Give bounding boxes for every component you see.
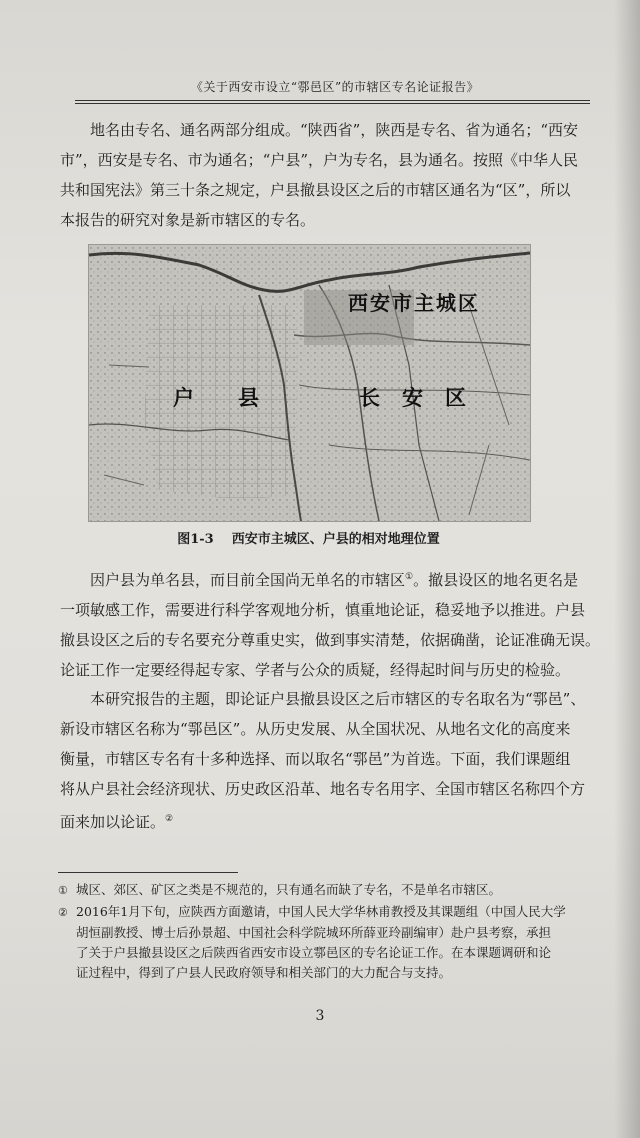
paragraph-3	[60, 684, 586, 837]
footnote-line: 证过程中，得到了户县人民政府领导和相关部门的大力配合与支持。	[76, 965, 452, 980]
paragraph-line: 一项敏感工作，需要进行科学客观地分析，慎重地论证，稳妥地予以推进。户县	[60, 601, 586, 619]
paragraph-line: 地名由专名、通名两部分组成。“陕西省”，陕西是专名、省为通名；“西安	[90, 121, 579, 139]
footnote-marker: ①	[58, 884, 68, 897]
paragraph-line: 衡量，市辖区专名有十多种选择、而以取名“鄠邑”为首选。下面，我们课题组	[60, 750, 571, 768]
paragraph-line: 本报告的研究对象是新市辖区的专名。	[60, 211, 316, 229]
footnote-line	[58, 880, 598, 901]
paragraph-line: 市”，西安是专名、市为通名；“户县”，户为专名，县为通名。按照《中华人民	[60, 151, 579, 169]
page-number: 3	[315, 1008, 325, 1024]
paragraph-line: 撤县设区之后的专名要充分尊重史实，做到事实清楚，依据确凿，论证准确无误。	[60, 631, 601, 649]
paragraph-2	[60, 562, 601, 685]
footnote-1	[58, 880, 598, 901]
paragraph-line	[60, 562, 580, 595]
map-label-huxian: 户县	[173, 386, 303, 410]
footnote-line: 胡恒副教授、博士后孙景超、中国社会科学院城环所薛亚玲副编审）赴户县考察，承担	[76, 925, 552, 940]
running-header: 《关于西安市设立“鄠邑区”的市辖区专名论证报告》	[190, 80, 480, 94]
paragraph-line: 共和国宪法》第三十条之规定，户县撤县设区之后的市辖区通名为“区”，所以	[60, 181, 571, 199]
footnote-ref-1: ①	[405, 572, 414, 582]
paragraph-line: 将从户县社会经济现状、历史政区沿革、地名专名用字、全国市辖区名称四个方	[60, 780, 586, 798]
paragraph-text: 面来加以论证。	[60, 813, 166, 831]
header-rule-thin	[75, 103, 590, 104]
footnote-text: 2016年1月下旬，应陕西方面邀请，中国人民大学华林甫教授及其课题组（中国人民大学	[76, 904, 566, 919]
footnote-ref-2: ②	[165, 814, 174, 824]
footnote-line: 了关于户县撤县设区之后陕西省西安市设立鄠邑区的专名论证工作。在本课题调研和论	[76, 945, 552, 960]
paragraph-line	[60, 804, 580, 837]
footnote-2	[58, 902, 598, 983]
paragraph-text: 因户县为单名县，而目前全国尚无单名的市辖区	[90, 571, 406, 589]
footnote-marker: ②	[58, 906, 68, 919]
map-label-changan: 长安区	[359, 386, 488, 410]
footnote-line	[58, 902, 598, 923]
paragraph-line: 新设市辖区名称为“鄠邑区”。从历史发展、从全国状况、从地名文化的高度来	[60, 720, 571, 738]
map-figure	[88, 244, 531, 522]
footnote-rule	[58, 872, 238, 873]
paragraph-text: 。撤县设区的地名更名是	[413, 571, 579, 589]
paragraph-1	[60, 115, 580, 235]
figure-caption-text: 西安市主城区、户县的相对地理位置	[231, 532, 440, 547]
paragraph-line: 论证工作一定要经得起专家、学者与公众的质疑，经得起时间与历史的检验。	[60, 661, 571, 679]
paragraph-line: 本研究报告的主题，即论证户县撤县设区之后市辖区的专名取名为“鄠邑”、	[90, 690, 586, 708]
header-rule	[75, 100, 590, 101]
figure-caption	[88, 528, 529, 547]
figure-number: 图1-3	[177, 532, 214, 547]
footnote-text: 城区、郊区、矿区之类是不规范的，只有通名而缺了专名，不是单名市辖区。	[76, 882, 502, 897]
map-label-xian: 西安市主城区	[348, 291, 480, 315]
